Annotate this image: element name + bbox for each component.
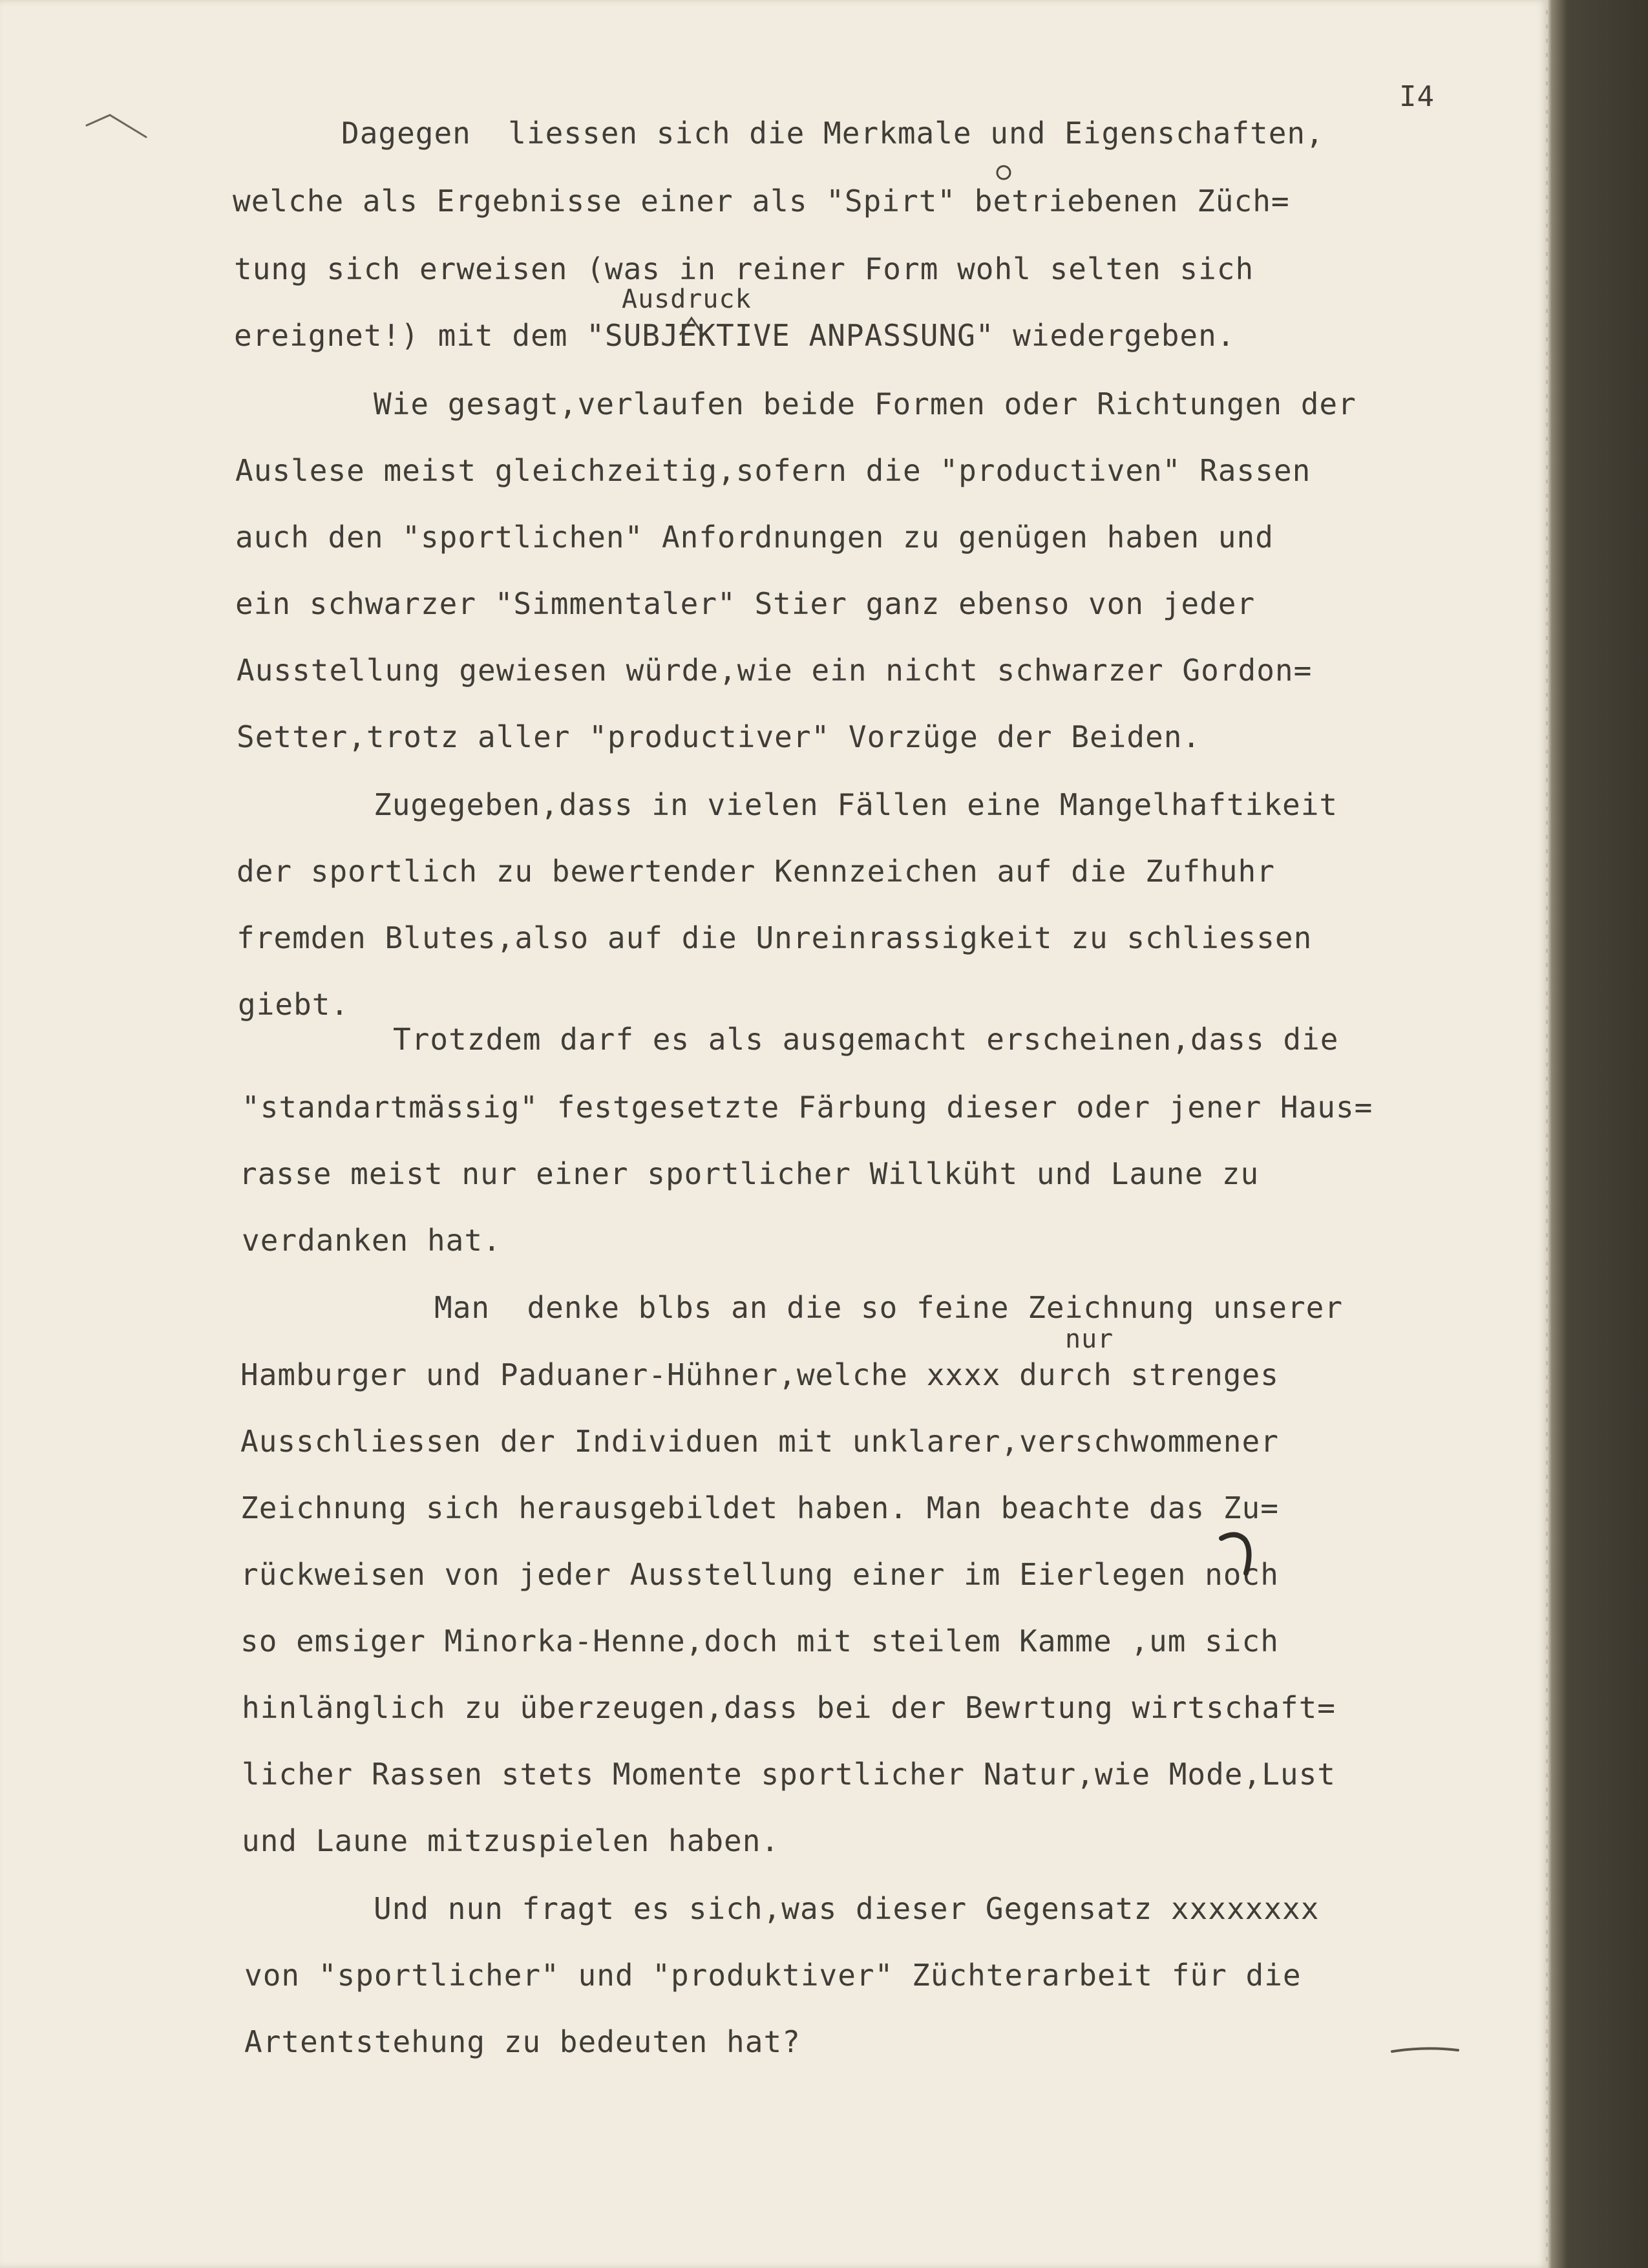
typed-line-22: Zeichnung sich herausgebildet haben. Man beachte das Zu= — [240, 1490, 1279, 1525]
typed-line-25: hinlänglich zu überzeugen,dass bei der Bewrtung wirtschaft= — [242, 1690, 1336, 1725]
typed-line-18: verdanken hat. — [242, 1223, 502, 1258]
typed-line-2: welche als Ergebnisse einer als "Spirt" betriebenen Züch= — [233, 184, 1290, 218]
typed-line-5: Wie gesagt,verlaufen beide Formen oder Richtungen der — [374, 387, 1357, 421]
typed-line-3: tung sich erweisen (was in reiner Form wohl selten sich — [234, 251, 1254, 286]
typed-line-26: licher Rassen stets Momente sportlicher Natur,wie Mode,Lust — [242, 1757, 1336, 1792]
typed-line-29: von "sportlicher" und "produktiver" Züchterarbeit für die — [244, 1958, 1302, 1993]
typed-line-19: Man denke blbs an die so feine Zeichnung unserer — [434, 1290, 1344, 1325]
pencil-dash-icon — [1389, 2044, 1461, 2057]
pencil-mark-icon — [84, 103, 149, 142]
insertion-caret-icon — [679, 315, 704, 337]
typed-line-10: Setter,trotz aller "productiver" Vorzüge der Beiden. — [237, 719, 1201, 754]
typed-line-24: so emsiger Minorka-Henne,doch mit steilem Kamme ,um sich — [240, 1624, 1279, 1659]
typed-line-20: Hamburger und Paduaner-Hühner,welche xxxx durch strenges — [240, 1357, 1279, 1392]
typed-line-11: Zugegeben,dass in vielen Fällen eine Mangelhaftikeit — [374, 787, 1338, 822]
scanner-border — [1548, 0, 1648, 2268]
typed-line-28: Und nun fragt es sich,was dieser Gegensatz xxxxxxxx — [374, 1891, 1320, 1926]
ink-blot-icon — [1216, 1531, 1255, 1576]
typed-line-12: der sportlich zu bewertender Kennzeichen auf die Zufhuhr — [237, 854, 1275, 889]
typed-line-6: Auslese meist gleichzeitig,sofern die "productiven" Rassen — [235, 453, 1311, 488]
insertion-ausdruck: Ausdruck — [622, 284, 752, 314]
typed-line-15: Trotzdem darf es als ausgemacht erscheinen,dass die — [393, 1022, 1339, 1057]
typed-line-1: Dagegen liessen sich die Merkmale und Eigenschaften, — [341, 116, 1324, 151]
correction-loop-icon — [994, 163, 1013, 182]
typed-line-13: fremden Blutes,also auf die Unreinrassigkeit zu schliessen — [237, 920, 1313, 955]
typed-line-14: giebt. — [238, 987, 350, 1022]
typed-line-4: ereignet!) mit dem "SUBJEKTIVE ANPASSUNG" wiedergeben. — [234, 318, 1236, 353]
typed-line-16: "standartmässig" festgesetzte Färbung dieser oder jener Haus= — [242, 1090, 1373, 1125]
insertion-nur: nur — [1065, 1324, 1114, 1354]
typed-line-9: Ausstellung gewiesen würde,wie ein nicht schwarzer Gordon= — [237, 653, 1313, 688]
typed-line-21: Ausschliessen der Individuen mit unklarer,verschwommener — [240, 1424, 1279, 1459]
typed-line-27: und Laune mitzuspielen haben. — [242, 1823, 780, 1858]
page-number: I4 — [1399, 80, 1435, 113]
typed-line-8: ein schwarzer "Simmentaler" Stier ganz ebenso von jeder — [235, 586, 1256, 621]
typed-line-23: rückweisen von jeder Ausstellung einer im Eierlegen noch — [240, 1557, 1279, 1592]
typed-line-17: rasse meist nur einer sportlicher Willküht und Laune zu — [239, 1156, 1260, 1191]
typed-line-30: Artentstehung zu bedeuten hat? — [244, 2024, 801, 2059]
typed-line-7: auch den "sportlichen" Anfordnungen zu genügen haben und — [235, 520, 1274, 555]
